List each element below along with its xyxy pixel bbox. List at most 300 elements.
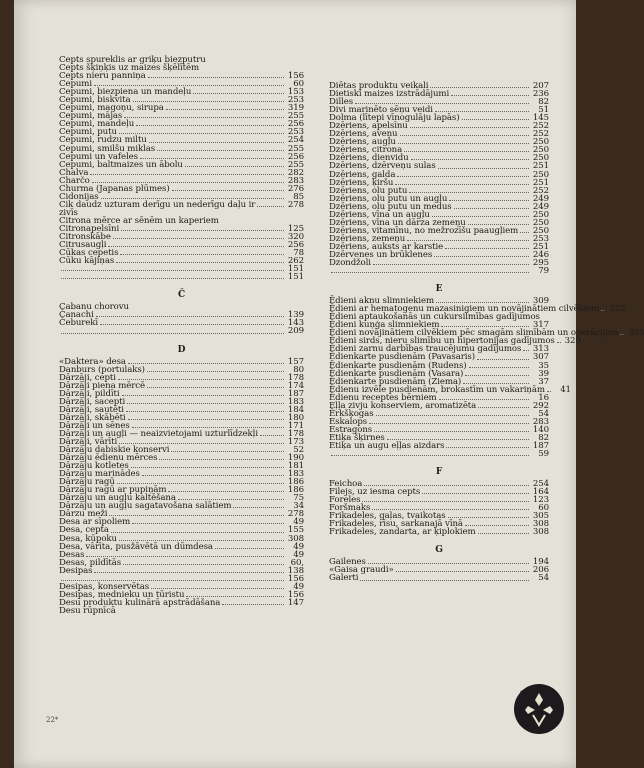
index-entry [59, 265, 304, 273]
entry-page-number: 305 [628, 328, 644, 339]
dot-leader [397, 176, 529, 177]
entry-page-number: 173 [287, 436, 304, 447]
index-left-column [59, 56, 304, 615]
entry-title: Dārzāju ragū [59, 477, 115, 488]
entry-page-number: 187 [532, 440, 549, 451]
entry-title: Frikadeles, rīsu, sarkanajā vīnā [329, 519, 463, 530]
entry-title: Cik daudz uzturam derīgu un nederīgu daļu ir [59, 199, 256, 210]
entry-title: Cepumi, smilšu miklas [59, 143, 156, 154]
entry-title: Citronapelsīni [59, 223, 120, 234]
entry-title: Divi marinēto sēņu veidi [329, 105, 433, 116]
entry-title: Dzēriens, galda [329, 169, 396, 180]
dot-leader [478, 533, 529, 534]
dot-leader [438, 168, 529, 169]
index-entry [59, 257, 304, 265]
entry-title: Cepumi, mandeļu [59, 119, 135, 130]
entry-title: Dārzāji, cepti [59, 372, 116, 383]
entry-title: Desas, pildītās [59, 557, 122, 568]
entry-page-number: 184 [287, 404, 304, 415]
entry-title: Cūku kājiņas [59, 256, 115, 267]
entry-page-number: 151 [287, 264, 304, 275]
index-entry [329, 267, 549, 275]
entry-title: Cepumi un vafeles [59, 151, 138, 162]
entry-page-number: 252 [532, 129, 549, 140]
entry-title: Galerti [329, 573, 359, 584]
entry-title: Filejs, uz iesma cepts [329, 487, 421, 498]
entry-page-number: 283 [532, 416, 549, 427]
section-letter-heading: F [435, 467, 443, 478]
dot-leader [147, 387, 284, 388]
entry-page-number: 49 [293, 549, 304, 560]
entry-page-number: 194 [532, 557, 549, 568]
entry-title: Dārzāju un augļu sagatavošana salātiem [59, 501, 232, 512]
entry-title: zivīs [59, 207, 78, 218]
dot-leader [434, 256, 529, 257]
entry-title: Dzērvenes un brūklenes [329, 249, 433, 260]
entry-page-number: 250 [532, 217, 549, 228]
entry-page-number: 256 [287, 151, 304, 162]
entry-title: Desipas, konservētas [59, 581, 150, 592]
dot-leader [100, 324, 284, 325]
index-entry [59, 543, 304, 551]
entry-page-number: 75 [293, 493, 304, 504]
dot-leader [439, 399, 529, 400]
index-entry [59, 319, 304, 327]
entry-title: Gailenes [329, 557, 366, 568]
dot-leader [373, 264, 529, 265]
dot-leader [61, 278, 284, 279]
watermark-logo-icon [514, 684, 564, 734]
dot-leader [122, 395, 285, 396]
dot-leader [94, 85, 284, 86]
entry-title: Desas [59, 549, 85, 560]
entry-title: Cūkas cepetis [59, 248, 119, 259]
entry-page-number: 60 [293, 79, 304, 90]
section-letter-heading: Č [177, 290, 186, 301]
entry-title: Dzēriens, vitamīnu, no mežrozīšu paaugļiem [329, 225, 519, 236]
entry-page-number: 305 [532, 511, 549, 522]
dot-leader [601, 310, 605, 311]
entry-page-number: 181 [287, 461, 304, 472]
entry-title: Feichoa [329, 479, 363, 490]
entry-title: Dārzāju dabiskie konservi [59, 445, 170, 456]
dot-leader [133, 101, 284, 102]
dot-leader [148, 77, 284, 78]
entry-title: Dārzāju un augļu kaltēšana [59, 493, 176, 504]
entry-page-number: 183 [287, 469, 304, 480]
dot-leader [127, 403, 284, 404]
entry-title: Dārzāji, sacepti [59, 396, 126, 407]
index-right-column [329, 81, 644, 584]
dot-leader [119, 133, 284, 134]
dot-leader [142, 475, 284, 476]
dot-leader [468, 224, 529, 225]
dot-leader [360, 580, 529, 581]
entry-title: Cepumi, putu [59, 127, 117, 138]
entry-page-number: 49 [293, 541, 304, 552]
entry-title: Čanachi [59, 310, 94, 321]
entry-title: Ēdienu izvēle pusdienām, brokastīm un vakariņām [329, 384, 545, 395]
dot-leader [109, 515, 284, 516]
entry-title: Citronskābe [59, 232, 111, 243]
entry-title: Dārzāji, vārīti [59, 436, 118, 447]
dot-leader [131, 467, 284, 468]
entry-title: Ēdieni aknu slimniekiem [329, 296, 435, 307]
dot-leader [364, 485, 529, 486]
entry-title: Dzēriens, citrona [329, 145, 403, 156]
entry-title: Ēdieni sirds, nieru slimību un hipertonijas gadījumos [329, 336, 555, 347]
entry-page-number: 60, [290, 557, 304, 568]
index-entry [59, 201, 304, 209]
entry-title: Dārzu meži [59, 509, 108, 520]
entry-page-number: 307 [532, 352, 549, 363]
entry-page-number: 250 [532, 169, 549, 180]
dot-leader [121, 230, 284, 231]
dot-leader [400, 135, 530, 136]
entry-page-number: 82 [538, 432, 549, 443]
entry-page-number: 35 [538, 360, 549, 371]
entry-title: Dzondžoli [329, 258, 371, 269]
entry-page-number: 49 [293, 581, 304, 592]
entry-page-number: 41 [560, 384, 571, 395]
dot-leader [86, 556, 284, 557]
dot-leader [430, 87, 529, 88]
entry-page-number: 249 [532, 193, 549, 204]
entry-page-number: 320 [287, 232, 304, 243]
entry-title: Dolma (lītepi vīnogulāju lapās) [329, 113, 460, 124]
entry-title: Ēdieni ar hematogenu mazasinigiem un novājinātiem cilvēkiem [329, 304, 600, 315]
entry-title: Danburs (portulaks) [59, 364, 145, 375]
dot-leader [166, 109, 284, 110]
entry-title: Desa, cepta [59, 525, 109, 536]
entry-page-number: 174 [287, 380, 304, 391]
entry-title: Citrona mērce ar sēnēm un kaperiem [59, 215, 219, 226]
entry-title: Ēdienkarte pusdienām (Vasara) [329, 368, 464, 379]
index-entry [329, 450, 549, 458]
entry-page-number: 80 [293, 364, 304, 375]
entry-title: Dārzāji piena mērcē [59, 380, 145, 391]
dot-leader [90, 174, 284, 175]
dot-leader [469, 367, 529, 368]
index-entry [59, 327, 304, 335]
index-entry [59, 169, 304, 177]
entry-title: Dzēriens, zemeņu [329, 233, 406, 244]
entry-page-number: 156 [287, 589, 304, 600]
entry-title: Ēdieni novājinātiem cilvēkiem pēc smagām slimībām un operācijām [329, 328, 619, 339]
dot-leader [132, 523, 284, 524]
dot-leader [368, 563, 529, 564]
printer-signature: 22* [46, 716, 59, 724]
entry-page-number: 183 [287, 396, 304, 407]
entry-title: Charčo [59, 175, 90, 186]
entry-title: Dārzāju ragū ar pupiņām [59, 485, 167, 496]
entry-page-number: 54 [538, 573, 549, 584]
dot-leader [151, 588, 284, 589]
dot-leader [186, 596, 284, 597]
entry-title: Ēdienu receptes bērniem [329, 392, 437, 403]
dot-leader [119, 443, 284, 444]
entry-title: Dilles [329, 97, 354, 108]
entry-page-number: 256 [287, 240, 304, 251]
entry-page-number: 276 [287, 183, 304, 194]
dot-leader [372, 509, 529, 510]
dot-leader [193, 93, 284, 94]
dot-leader [147, 371, 284, 372]
dot-leader [331, 455, 529, 456]
dot-leader [477, 359, 529, 360]
dot-leader [108, 246, 284, 247]
dot-leader [111, 532, 284, 533]
entry-page-number: 138 [287, 565, 304, 576]
dot-leader [620, 334, 624, 335]
index-entry [59, 72, 304, 80]
dot-leader [61, 580, 284, 581]
dot-leader [128, 419, 284, 420]
entry-page-number: 186 [287, 477, 304, 488]
entry-page-number: 78 [293, 248, 304, 259]
entry-page-number: 250 [532, 153, 549, 164]
section-letter-heading: E [435, 284, 443, 295]
dot-leader [374, 431, 529, 432]
entry-page-number: 209 [287, 326, 304, 337]
dot-leader [362, 501, 529, 502]
entry-title: Citrusaugļi [59, 240, 107, 251]
entry-page-number: 253 [287, 127, 304, 138]
entry-page-number: 253 [287, 95, 304, 106]
index-entry [329, 528, 549, 536]
entry-page-number: 37 [538, 376, 549, 387]
entry-page-number: 157 [287, 356, 304, 367]
entry-title: Ēdienkarte pusdienām (Ziema) [329, 376, 462, 387]
entry-page-number: 51 [538, 105, 549, 116]
entry-title: Desipas, mednieku un tūristu [59, 589, 185, 600]
entry-title: Ēdieni zarnu darbības traucējumu gadījumos [329, 344, 522, 355]
entry-page-number: 262 [287, 256, 304, 267]
dot-leader [465, 525, 529, 526]
entry-title: Dzēriens, dienvidu [329, 153, 409, 164]
entry-page-number: 178 [287, 372, 304, 383]
entry-page-number: 251 [532, 241, 549, 252]
dot-leader [124, 117, 284, 118]
entry-page-number: 34 [293, 501, 304, 512]
entry-page-number: 187 [287, 388, 304, 399]
dot-leader [149, 142, 284, 143]
dot-leader [126, 411, 284, 412]
entry-page-number: 250 [532, 225, 549, 236]
entry-title: Dietiski maizes izstrādājumi [329, 89, 450, 100]
entry-page-number: 59 [538, 449, 549, 460]
entry-page-number: 140 [532, 424, 549, 435]
entry-page-number: 292 [532, 400, 549, 411]
entry-page-number: 252 [532, 185, 549, 196]
entry-page-number: 151 [287, 272, 304, 283]
entry-page-number: 255 [287, 159, 304, 170]
entry-title: Cidonijas [59, 191, 99, 202]
dot-leader [116, 262, 284, 263]
dot-leader [117, 483, 284, 484]
dot-leader [159, 459, 284, 460]
entry-title: Cepumi, biskvita [59, 95, 131, 106]
entry-page-number: 319 [287, 103, 304, 114]
entry-title: Dzēriens, ķiršu [329, 177, 394, 188]
dot-leader [157, 150, 284, 151]
dot-leader [523, 350, 529, 351]
entry-title: Eskalops [329, 416, 368, 427]
entry-page-number: 282 [287, 167, 304, 178]
entry-page-number: 309 [532, 296, 549, 307]
entry-title: Ēdienkarte pusdienām (Pavasaris) [329, 352, 475, 363]
entry-title: Dzēriens, auksts ar karstie [329, 241, 444, 252]
entry-page-number: 156 [287, 573, 304, 584]
dot-leader [411, 159, 529, 160]
entry-title: Diētas produktu veikali [329, 81, 429, 91]
entry-page-number: 283 [287, 175, 304, 186]
entry-title: Churma (Japanas plūmes) [59, 183, 170, 194]
entry-page-number: 251 [532, 161, 549, 172]
entry-title: Ēdienkarte pusdienām (Rudens) [329, 360, 467, 371]
entry-page-number: 322 [609, 304, 626, 315]
dot-leader [465, 375, 529, 376]
entry-title: Dzēriens, dzērveņu sulas [329, 161, 436, 172]
entry-title: Estragons [329, 424, 373, 435]
entry-title: Dārzāju ēdienu mērces [59, 453, 158, 464]
index-entry [329, 574, 549, 582]
dot-leader [168, 491, 284, 492]
entry-page-number: 254 [532, 479, 549, 490]
book-page [14, 0, 644, 768]
entry-page-number: 252 [532, 121, 549, 132]
entry-page-number: 49 [293, 517, 304, 528]
dot-leader [101, 198, 284, 199]
entry-page-number: 143 [287, 318, 304, 329]
dot-leader [185, 166, 284, 167]
entry-page-number: 278 [287, 509, 304, 520]
dot-leader [172, 190, 284, 191]
dot-leader [171, 451, 284, 452]
dot-leader [395, 184, 529, 185]
entry-title: Dzēriens, augļu [329, 137, 396, 148]
entry-page-number: 250 [532, 145, 549, 156]
entry-page-number: 123 [532, 495, 549, 506]
dot-leader [387, 439, 529, 440]
entry-title: «Gaisa graudi» [329, 565, 394, 576]
entry-title: Dārzāji un sēnes [59, 420, 130, 431]
entry-title: Dzēriens, aveņu [329, 129, 398, 140]
dot-leader [61, 270, 284, 271]
entry-page-number: 164 [532, 487, 549, 498]
index-entry [329, 566, 549, 574]
entry-title: Ēdieni aptaukošanās un cukursilmības gadījumos [329, 312, 540, 323]
entry-page-number: 155 [287, 525, 304, 536]
dot-leader [478, 407, 529, 408]
entry-page-number: 207 [532, 81, 549, 91]
entry-page-number: 178 [287, 428, 304, 439]
index-entry [329, 488, 549, 496]
dot-leader [257, 206, 284, 207]
dot-leader [432, 216, 529, 217]
entry-title: Dzēriens, apelsīnu [329, 121, 408, 132]
index-entry [59, 567, 304, 575]
dot-leader [520, 232, 529, 233]
entry-title: Foršmaks [329, 503, 371, 514]
entry-page-number: 254 [287, 135, 304, 146]
dot-leader [123, 564, 284, 565]
index-entry [59, 559, 304, 567]
dot-leader [547, 391, 551, 392]
dot-leader [355, 103, 529, 104]
index-entry [329, 90, 549, 98]
dot-leader [446, 447, 529, 448]
entry-title: Čeburekī [59, 318, 99, 329]
entry-page-number: 249 [532, 201, 549, 212]
dot-leader [376, 415, 529, 416]
entry-title: Cepumi, rudzu miltu [59, 135, 147, 146]
entry-page-number: 54 [538, 408, 549, 419]
entry-title: Etiķa un augu eļļas aizdars [329, 440, 445, 451]
entry-title: Desa, kūpoku [59, 533, 117, 544]
dot-leader [454, 208, 529, 209]
entry-page-number: 236 [532, 89, 549, 100]
entry-page-number: 153 [287, 87, 304, 98]
dot-leader [451, 95, 529, 96]
dot-leader [409, 192, 529, 193]
dot-leader [140, 158, 284, 159]
entry-page-number: 60 [538, 503, 549, 514]
entry-page-number: 190 [287, 453, 304, 464]
entry-title: Dzēriens, vīna un augļu [329, 209, 430, 220]
dot-leader [132, 427, 284, 428]
index-entry [59, 607, 304, 615]
entry-page-number: 313 [532, 344, 549, 355]
dot-leader [120, 254, 284, 255]
dot-leader [260, 435, 284, 436]
dot-leader [422, 493, 529, 494]
entry-page-number: 308 [532, 527, 549, 538]
entry-title: Cepumi, magoņu, sirupa [59, 103, 164, 114]
entry-title: Frikadeles, zandarta, ar ķiplokiem [329, 527, 476, 538]
dot-leader [410, 127, 529, 128]
entry-title: Cepumi [59, 79, 92, 90]
entry-title: Cepumi, baltmaizes un ābolu [59, 159, 183, 170]
entry-page-number: 256 [287, 119, 304, 130]
entry-page-number: 206 [532, 565, 549, 576]
dot-leader [215, 548, 284, 549]
entry-page-number: 295 [532, 258, 549, 269]
entry-page-number: 251 [532, 177, 549, 188]
entry-title: Dārzāji un augļi — neaizvietojami uzturlīdzekļi [59, 428, 258, 439]
entry-title: Frikadeles, gaļas, tvaikotas [329, 511, 446, 522]
dot-leader [96, 316, 284, 317]
entry-page-number: 145 [532, 113, 549, 124]
dot-leader [61, 333, 284, 334]
entry-title: Cepts spureklis ar griķu biezputru [59, 55, 206, 65]
entry-title: Etiķa šķirnes [329, 432, 385, 443]
entry-page-number: 246 [532, 249, 549, 260]
entry-page-number: 255 [287, 143, 304, 154]
entry-title: Desu produktu kulinārā apstrādāšana [59, 597, 221, 608]
entry-page-number: 278 [287, 199, 304, 210]
dot-leader [445, 248, 529, 249]
entry-page-number: 147 [287, 597, 304, 608]
dot-leader [407, 240, 529, 241]
entry-page-number: 125 [287, 223, 304, 234]
entry-title: Eļļa zivju konserviem, aromatizēta [329, 400, 477, 411]
dot-leader [462, 119, 530, 120]
entry-title: Cepumi, biezpiena un mandeļu [59, 87, 192, 98]
entry-page-number: 250 [532, 137, 549, 148]
index-entry [59, 273, 304, 281]
entry-title: Desipas [59, 565, 93, 576]
